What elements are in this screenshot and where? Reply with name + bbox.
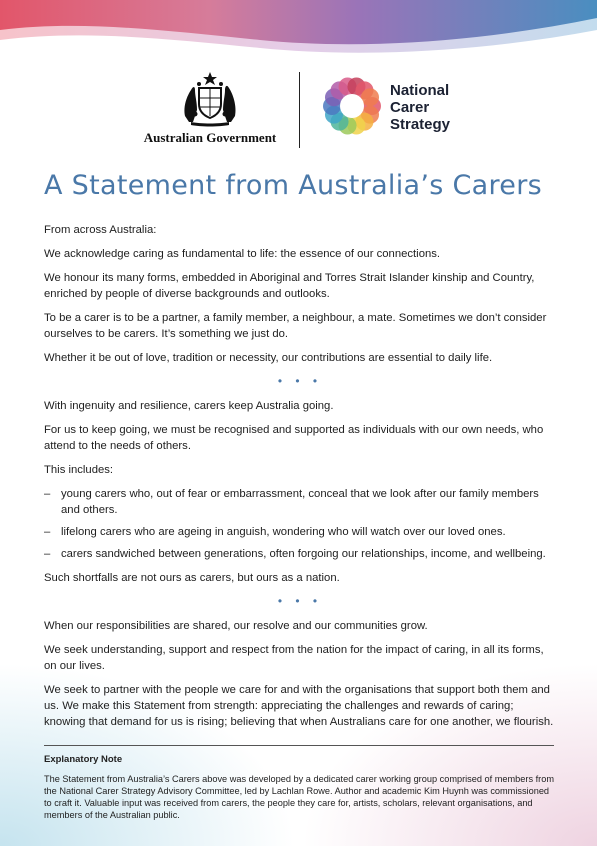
- list-item: [44, 524, 556, 540]
- paragraph: When our responsibilities are shared, our resolve and our communities grow.: [44, 620, 428, 632]
- coat-of-arms-icon: [175, 70, 245, 128]
- paragraph: This includes:: [44, 464, 114, 476]
- top-wave-banner: [0, 0, 597, 70]
- government-name: Australian Government: [143, 130, 277, 145]
- national-carer-strategy-logo: [320, 74, 490, 144]
- dash-bullet: –: [44, 548, 51, 560]
- list-item: [44, 486, 556, 518]
- paragraph: To be a carer is to be a partner, a family member, a neighbour, a mate. Sometimes we don’t consider ourselves to be carers. It’s something we just do.: [44, 312, 547, 340]
- strategy-name-line: National: [390, 82, 450, 99]
- paragraph: Such shortfalls are not ours as carers, but ours as a nation.: [44, 572, 340, 584]
- carer-list: [44, 486, 556, 562]
- paragraph: Whether it be out of love, tradition or necessity, our contributions are essential to daily life.: [44, 352, 493, 364]
- page-title: A Statement from Australia’s Carers: [44, 170, 542, 201]
- list-item-text: lifelong carers who are ageing in anguish, wondering who will watch over our loved ones.: [61, 526, 506, 538]
- logo-center: [340, 94, 364, 118]
- dash-bullet: –: [44, 526, 51, 538]
- paragraph: We honour its many forms, embedded in Aboriginal and Torres Strait Islander kinship and Country, enriched by people of diverse backgrounds and outlooks.: [44, 272, 535, 300]
- section-separator: • • •: [277, 374, 323, 388]
- list-item: [44, 546, 556, 562]
- list-item-text: carers sandwiched between generations, often forgoing our relationships, income, and wellbeing.: [61, 548, 546, 560]
- paragraph: We acknowledge caring as fundamental to life: the essence of our connections.: [44, 248, 441, 260]
- dash-bullet: –: [44, 488, 51, 500]
- note-title: Explanatory Note: [44, 754, 123, 765]
- paragraph: With ingenuity and resilience, carers keep Australia going.: [44, 400, 334, 412]
- strategy-name: [390, 82, 450, 133]
- statement-body: [44, 222, 556, 738]
- australian-government-logo: [140, 70, 280, 150]
- page-header: [0, 70, 597, 155]
- carer-strategy-logo-icon: [320, 74, 384, 138]
- strategy-name-line: Strategy: [390, 116, 451, 133]
- note-divider: [44, 745, 554, 746]
- section-separator: • • •: [277, 594, 323, 608]
- paragraph: For us to keep going, we must be recognised and supported as individuals with our own needs, who attend to the needs of others.: [44, 424, 544, 452]
- note-text: The Statement from Australia’s Carers above was developed by a dedicated carer working group comprised of members from the National Carer Strategy Advisory Committee, led by Lachlan Rowe. Author and academic Kim Huynh was commissioned to craft it. Valuable input was received from carers, the people they care for, artists, scholars, relevant organisations, and members of the Australian public.: [44, 774, 554, 820]
- paragraph: From across Australia:: [44, 224, 157, 236]
- header-divider: [299, 72, 300, 148]
- paragraph: We seek understanding, support and respect from the nation for the impact of caring, in all its forms, on our lives.: [44, 644, 544, 672]
- paragraph: We seek to partner with the people we care for and with the organisations that support both them and us. We make this Statement from strength: appreciating the challenges and rewards of caring; knowing that demand for us is rising; believing that when Australians care for one another, we flourish.: [44, 684, 554, 728]
- strategy-name-line: Carer: [390, 99, 430, 116]
- explanatory-note: [44, 754, 554, 821]
- list-item-text: young carers who, out of fear or embarrassment, conceal that we look after our family members and others.: [61, 488, 539, 516]
